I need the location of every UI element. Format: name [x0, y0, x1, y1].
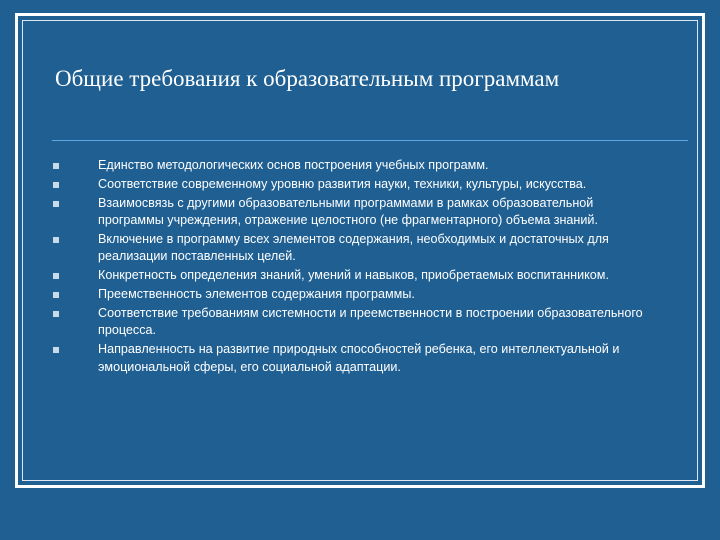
bullet-item	[52, 341, 652, 376]
square-bullet-icon	[53, 311, 59, 317]
bullet-item	[52, 195, 652, 230]
square-bullet-icon	[53, 201, 59, 207]
bullet-item	[52, 176, 652, 194]
bullet-text: Соответствие современному уровню развития науки, техники, культуры, искусства.	[98, 176, 587, 191]
square-bullet-icon	[53, 347, 59, 353]
bullet-item	[52, 157, 652, 175]
slide-frame	[15, 13, 705, 488]
square-bullet-icon	[53, 237, 59, 243]
bullet-list	[52, 157, 652, 377]
square-bullet-icon	[53, 163, 59, 169]
bullet-item	[52, 231, 652, 266]
bullet-text: Конкретность определения знаний, умений и навыков, приобретаемых воспитанником.	[98, 268, 609, 283]
bullet-item	[52, 286, 652, 304]
slide-title: Общие требования к образовательным программам	[55, 66, 560, 91]
bullet-text: Направленность на развитие природных способностей ребенка, его интеллектуальной и эмоциональной сферы, его социальной адаптации.	[98, 342, 620, 374]
bullet-text: Взаимосвязь с другими образовательными программами в рамках образовательной программы учреждения, отражение целостного (не фрагментарного) объема знаний.	[98, 195, 598, 228]
slide-content-area	[22, 20, 698, 481]
square-bullet-icon	[53, 182, 59, 188]
square-bullet-icon	[53, 273, 59, 279]
bullet-text: Включение в программу всех элементов содержания, необходимых и достаточных для реализации поставленных целей.	[98, 231, 609, 264]
bullet-text: Единство методологических основ построения учебных программ.	[98, 158, 489, 172]
square-bullet-icon	[53, 292, 59, 298]
bullet-item	[52, 305, 652, 340]
title-divider	[52, 140, 688, 141]
bullet-text: Преемственность элементов содержания программы.	[98, 286, 415, 301]
bullet-item	[52, 267, 652, 285]
bullet-text: Соответствие требованиям системности и преемственности в построении образовательного процесса.	[98, 305, 643, 338]
